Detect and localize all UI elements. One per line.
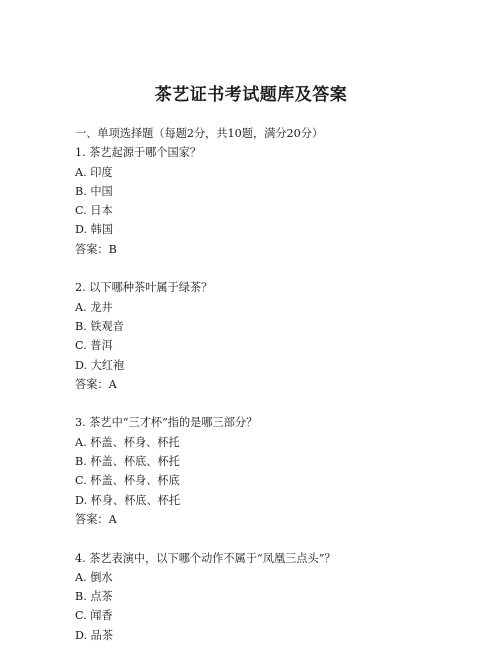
question-block-2 bbox=[75, 278, 475, 394]
answer-line: 答案：A bbox=[75, 512, 117, 526]
question-text: 4. 茶艺表演中，以下哪个动作不属于“凤凰三点头”？ bbox=[75, 551, 336, 565]
question-text: 1. 茶艺起源于哪个国家？ bbox=[75, 146, 202, 160]
blank-line bbox=[75, 394, 475, 413]
section-heading: 一、单项选择题（每题2分，共10题，满分20分） bbox=[75, 127, 324, 140]
option-a: A. 印度 bbox=[75, 165, 113, 179]
option-b: B. 中国 bbox=[75, 184, 113, 198]
question-block-4 bbox=[75, 549, 475, 645]
question-block-3 bbox=[75, 413, 475, 529]
blank-line bbox=[75, 259, 475, 278]
option-d: D. 韩国 bbox=[75, 223, 114, 237]
question-list bbox=[75, 124, 475, 645]
option-c: C. 闻香 bbox=[75, 609, 113, 623]
answer-line: 答案：B bbox=[75, 242, 117, 256]
option-d: D. 杯身、杯底、杯托 bbox=[75, 493, 181, 507]
option-b: B. 铁观音 bbox=[75, 319, 124, 333]
option-d: D. 品茶 bbox=[75, 628, 114, 642]
document-title: 茶艺证书考试题库及答案 bbox=[154, 85, 348, 105]
option-c: C. 杯盖、杯身、杯底 bbox=[75, 474, 180, 488]
blank-line bbox=[75, 529, 475, 548]
answer-line: 答案：A bbox=[75, 377, 117, 391]
question-text: 2. 以下哪种茶叶属于绿茶？ bbox=[75, 281, 213, 295]
option-a: A. 龙井 bbox=[75, 300, 113, 314]
question-text: 3. 茶艺中“三才杯”指的是哪三部分？ bbox=[75, 416, 258, 430]
option-b: B. 点茶 bbox=[75, 590, 113, 604]
option-c: C. 普洱 bbox=[75, 339, 113, 353]
option-d: D. 大红袍 bbox=[75, 358, 125, 372]
option-b: B. 杯盖、杯底、杯托 bbox=[75, 455, 180, 469]
question-block-1 bbox=[75, 143, 475, 259]
option-a: A. 倒水 bbox=[75, 570, 113, 584]
option-c: C. 日本 bbox=[75, 204, 113, 218]
option-a: A. 杯盖、杯身、杯托 bbox=[75, 435, 180, 449]
